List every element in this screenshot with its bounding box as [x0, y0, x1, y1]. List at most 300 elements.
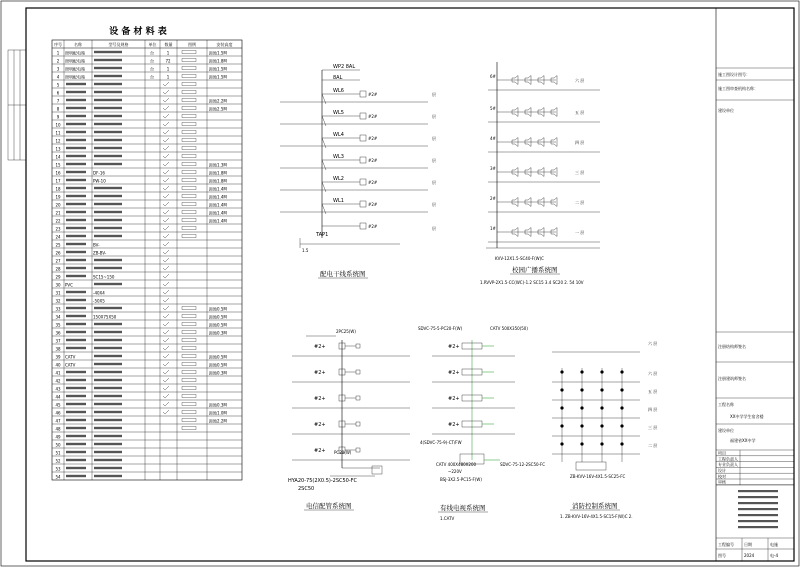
- row-note: 距地1.4M: [209, 186, 227, 192]
- row-number: 29: [55, 274, 61, 280]
- row-number: 16: [55, 170, 61, 176]
- fire-control-panel: [576, 462, 606, 470]
- legend-symbol: [182, 218, 196, 221]
- row-number: 24: [55, 234, 61, 240]
- text-placeholder: [94, 475, 122, 477]
- row-number: 10: [55, 122, 61, 128]
- check-mark: [163, 226, 169, 230]
- text-placeholder: [94, 187, 122, 189]
- tb-bottom-1: 日期: [744, 542, 752, 547]
- tb-row-label: 审核: [718, 479, 726, 485]
- legend-symbol: [182, 178, 196, 181]
- equipment-table: [52, 25, 242, 480]
- floor-label: 六 层: [648, 341, 658, 346]
- floor-label: 层: [432, 226, 436, 231]
- telecom-bottom-cable2: 2SC50: [298, 486, 315, 492]
- legend-symbol: [182, 106, 196, 109]
- text-placeholder: [94, 371, 122, 373]
- row-number: 2: [56, 58, 60, 64]
- check-mark: [163, 258, 169, 262]
- riser-tick: [322, 160, 326, 170]
- legend-symbol: [182, 386, 196, 389]
- legend-symbol: [182, 74, 196, 77]
- telecom-side-label: PC20(W): [334, 450, 352, 455]
- legend-symbol: [182, 410, 196, 413]
- row-number: 9: [56, 114, 60, 120]
- legend-symbol: [182, 122, 196, 125]
- riser-tick: [322, 116, 326, 126]
- inner-frame: [26, 8, 794, 561]
- row-number: 6: [56, 90, 60, 96]
- row-name: 照明配电箱: [65, 66, 85, 72]
- text-placeholder: [66, 179, 86, 181]
- check-mark: [163, 146, 169, 150]
- text-placeholder: [66, 203, 86, 205]
- tb-bottom-val-0: 2024: [744, 553, 755, 558]
- row-note: 距地1.5M: [209, 66, 227, 72]
- legend-symbol: [182, 370, 196, 373]
- check-mark: [163, 162, 169, 166]
- row-qty: 72: [165, 58, 171, 64]
- detector-icon: [560, 424, 563, 427]
- check-mark: [163, 122, 169, 126]
- detector-icon: [600, 406, 603, 409]
- row-qty: 1: [166, 50, 170, 56]
- text-placeholder: [66, 107, 86, 109]
- detector-icon: [620, 388, 623, 391]
- text-placeholder: [66, 395, 86, 397]
- tb-row-label: 校对: [718, 473, 726, 479]
- text-placeholder: [94, 83, 122, 85]
- fire-control-diagram: [552, 340, 657, 479]
- detector-icon: [560, 370, 563, 373]
- catv-diagram: [418, 326, 545, 482]
- text-placeholder: [94, 123, 122, 125]
- text-placeholder: [94, 443, 122, 445]
- row-number: 48: [55, 426, 61, 432]
- floor-label: 六 层: [575, 78, 585, 83]
- row-number: 40: [55, 362, 61, 368]
- tb-note-placeholder: [738, 514, 778, 516]
- floor-label: 三 层: [648, 425, 658, 430]
- text-placeholder: [66, 139, 86, 141]
- row-number: 20: [55, 202, 61, 208]
- row-spec: 150X75X50: [93, 314, 117, 320]
- row-unit: 台: [150, 66, 154, 72]
- table-header-cell: 序号: [54, 42, 62, 47]
- text-placeholder: [94, 411, 122, 413]
- row-name: 照明配电箱: [65, 58, 85, 64]
- tb-field-2: 建设单位: [718, 108, 734, 113]
- table-header-cell: 单位: [148, 42, 157, 47]
- catv-top-label: SDVC-75-5-PC20-F(W): [418, 326, 463, 331]
- check-mark: [163, 378, 169, 382]
- check-mark: [163, 330, 169, 334]
- broadcast-diagram-title: 校园广播系统图: [512, 266, 558, 274]
- text-placeholder: [66, 291, 86, 293]
- broadcast-cable: KVV-12X1.5-SC40-F(W)C: [495, 256, 544, 261]
- box-label: #2+: [314, 344, 326, 350]
- distribution-box: [360, 223, 366, 229]
- text-placeholder: [94, 259, 122, 261]
- check-mark: [163, 114, 169, 118]
- tb-row-label: 设计: [718, 468, 726, 473]
- row-number: 53: [55, 466, 61, 472]
- text-placeholder: [94, 459, 122, 461]
- check-mark: [163, 402, 169, 406]
- check-mark: [163, 210, 169, 214]
- check-mark: [163, 138, 169, 142]
- text-placeholder: [66, 299, 86, 301]
- row-spec: -50X5: [93, 298, 105, 304]
- check-mark: [163, 346, 169, 350]
- row-number: 12: [55, 138, 61, 144]
- box-label: #2+: [314, 422, 326, 428]
- row-name: CATV: [65, 354, 76, 360]
- title-block: [716, 8, 794, 561]
- legend-symbol: [182, 146, 196, 149]
- row-note: 距地1.4M: [209, 202, 227, 208]
- row-note: 距地1.4M: [209, 210, 227, 216]
- text-placeholder: [66, 99, 86, 101]
- detector-icon: [580, 424, 583, 427]
- row-number: 27: [55, 258, 61, 264]
- text-placeholder: [94, 211, 122, 213]
- text-placeholder: [94, 451, 122, 453]
- text-placeholder: [94, 107, 122, 109]
- text-placeholder: [66, 403, 86, 405]
- text-placeholder: [66, 379, 86, 381]
- catv-mid-label: 4(SDVC-75-9)-CT/FW: [420, 440, 462, 445]
- row-note: 距地1.4M: [209, 194, 227, 200]
- legend-symbol: [182, 170, 196, 173]
- power-note: 1.5: [302, 248, 309, 253]
- row-number: 33: [55, 306, 61, 312]
- text-placeholder: [66, 243, 86, 245]
- row-number: 36: [55, 330, 61, 336]
- equipment-table-body: [52, 49, 242, 479]
- row-note: 距地1.5M: [209, 50, 227, 56]
- tb-bottom-0: 工程编号: [718, 542, 734, 547]
- row-number: 35: [55, 322, 61, 328]
- riser-mark: 4#: [490, 136, 496, 141]
- legend-symbol: [182, 426, 196, 429]
- text-placeholder: [66, 251, 86, 253]
- text-placeholder: [94, 227, 122, 229]
- row-number: 4: [56, 74, 60, 80]
- table-header-cell: 名称: [74, 42, 82, 47]
- row-number: 23: [55, 226, 61, 232]
- legend-symbol: [182, 210, 196, 213]
- outlet-icon: [356, 448, 360, 452]
- catv-power-cable: BSJ-3X2.5-PC15-F(W): [440, 477, 482, 482]
- row-number: 44: [55, 394, 61, 400]
- row-number: 25: [55, 242, 61, 248]
- text-placeholder: [94, 395, 122, 397]
- distribution-box: [360, 201, 366, 207]
- detector-icon: [560, 406, 563, 409]
- row-number: 15: [55, 162, 61, 168]
- row-number: 46: [55, 410, 61, 416]
- text-placeholder: [66, 331, 86, 333]
- text-placeholder: [66, 83, 86, 85]
- row-note: 距地1.0M: [209, 410, 227, 416]
- feeder-label: WL6: [333, 88, 344, 94]
- box-label: #2+: [314, 448, 326, 454]
- telecom-cabinet: [372, 466, 382, 474]
- check-mark: [163, 242, 169, 246]
- distribution-box: [360, 113, 366, 119]
- feeder-label: WP2 8AL: [333, 64, 356, 70]
- text-placeholder: [94, 267, 122, 269]
- riser-tick: [322, 94, 326, 104]
- text-placeholder: [66, 323, 86, 325]
- row-note: 距地1.8M: [209, 58, 227, 64]
- text-placeholder: [66, 347, 86, 349]
- row-number: 1: [56, 50, 60, 56]
- feeder-label: WL3: [333, 154, 344, 160]
- tb-unit-label: 建设单位: [718, 428, 734, 433]
- row-number: 38: [55, 346, 61, 352]
- text-placeholder: [94, 115, 122, 117]
- row-number: 13: [55, 146, 61, 152]
- row-note: 距地2.5M: [209, 106, 227, 112]
- check-mark: [163, 322, 169, 326]
- text-placeholder: [66, 467, 86, 469]
- row-note: 距地0.5M: [209, 322, 227, 328]
- tb-row-label: 项目: [718, 450, 726, 456]
- text-placeholder: [66, 115, 86, 117]
- row-number: 42: [55, 378, 61, 384]
- text-placeholder: [94, 467, 122, 469]
- check-mark: [163, 410, 169, 414]
- distribution-box: [360, 157, 366, 163]
- box-label: #2#: [368, 136, 378, 141]
- row-spec: PW-10: [93, 178, 106, 184]
- row-number: 14: [55, 154, 61, 160]
- text-placeholder: [66, 459, 86, 461]
- text-placeholder: [66, 123, 86, 125]
- tb-note-placeholder: [738, 490, 778, 492]
- row-qty: 1: [166, 74, 170, 80]
- title-block-rows: [716, 450, 794, 485]
- row-number: 34: [55, 314, 61, 320]
- text-placeholder: [66, 387, 86, 389]
- text-placeholder: [66, 411, 86, 413]
- row-number: 7: [56, 98, 60, 104]
- row-unit: 台: [150, 50, 154, 56]
- box-label: #2#: [368, 92, 378, 97]
- legend-symbol: [182, 378, 196, 381]
- text-placeholder: [66, 427, 86, 429]
- detector-icon: [580, 406, 583, 409]
- legend-symbol: [182, 402, 196, 405]
- box-label: #2+: [314, 370, 326, 376]
- detector-icon: [560, 388, 563, 391]
- legend-symbol: [182, 82, 196, 85]
- text-placeholder: [94, 355, 122, 357]
- row-name: PVC: [65, 282, 73, 288]
- text-placeholder: [94, 59, 122, 61]
- text-placeholder: [94, 363, 122, 365]
- broadcast-diagram: [486, 62, 600, 261]
- detector-icon: [580, 388, 583, 391]
- row-number: 18: [55, 186, 61, 192]
- legend-symbol: [182, 194, 196, 197]
- row-note: 距地0.3M: [209, 370, 227, 376]
- row-number: 52: [55, 458, 61, 464]
- check-mark: [163, 290, 169, 294]
- legend-symbol: [182, 154, 196, 157]
- detector-icon: [600, 370, 603, 373]
- legend-symbol: [182, 354, 196, 357]
- text-placeholder: [94, 147, 122, 149]
- floor-label: 一 层: [575, 230, 585, 235]
- box-label: #2#: [368, 114, 378, 119]
- row-note: 距地1.5M: [209, 74, 227, 80]
- text-placeholder: [94, 235, 122, 237]
- floor-label: 三 层: [575, 170, 585, 175]
- legend-symbol: [182, 202, 196, 205]
- check-mark: [163, 98, 169, 102]
- floor-label: 层: [432, 180, 436, 185]
- floor-label: 六 层: [648, 371, 658, 376]
- text-placeholder: [66, 371, 86, 373]
- detector-icon: [600, 388, 603, 391]
- detector-icon: [600, 442, 603, 445]
- tb-row-label: 工程负责人: [718, 456, 738, 462]
- tb-field-0: 施工图设计图号：: [718, 72, 750, 77]
- text-placeholder: [94, 67, 122, 69]
- row-number: 45: [55, 402, 61, 408]
- tb-bottom-val-2: 电-4: [770, 553, 778, 558]
- row-number: 19: [55, 194, 61, 200]
- telecom-top-label: 2PC25(W): [336, 329, 356, 334]
- check-mark: [163, 354, 169, 358]
- check-mark: [163, 362, 169, 366]
- outlet-icon: [356, 422, 360, 426]
- tb-field-1: 施工图审查机构名称：: [718, 86, 758, 91]
- text-placeholder: [66, 339, 86, 341]
- text-placeholder: [66, 435, 86, 437]
- text-placeholder: [94, 307, 122, 309]
- fire-cable: ZB-KVV-16V-4X1.5-SC25-FC: [570, 474, 626, 479]
- row-number: 50: [55, 442, 61, 448]
- detector-icon: [580, 370, 583, 373]
- detector-icon: [600, 424, 603, 427]
- text-placeholder: [66, 275, 86, 277]
- row-note: 距地1.3M: [209, 162, 227, 168]
- check-mark: [163, 386, 169, 390]
- row-number: 28: [55, 266, 61, 272]
- text-placeholder: [66, 475, 86, 477]
- text-placeholder: [94, 331, 122, 333]
- text-placeholder: [94, 435, 122, 437]
- text-placeholder: [94, 155, 122, 157]
- catv-bottom-cable: SDVC-75-12-2SC50-FC: [500, 462, 546, 467]
- text-placeholder: [66, 147, 86, 149]
- feeder-label: WL5: [333, 110, 344, 116]
- floor-label: 层: [432, 114, 436, 119]
- check-mark: [163, 274, 169, 278]
- floor-label: 二 层: [648, 443, 658, 448]
- row-note: 距地0.5M: [209, 362, 227, 368]
- text-placeholder: [94, 203, 122, 205]
- row-name: 照明配电箱: [65, 50, 85, 56]
- row-note: 距地0.5M: [209, 354, 227, 360]
- row-spec: DF-16: [93, 170, 105, 176]
- row-number: 47: [55, 418, 61, 424]
- check-mark: [163, 186, 169, 190]
- text-placeholder: [66, 91, 86, 93]
- legend-symbol: [182, 130, 196, 133]
- catv-note: 1.CATV: [440, 516, 455, 521]
- row-number: 54: [55, 474, 61, 480]
- outlet-icon: [356, 370, 360, 374]
- legend-symbol: [182, 314, 196, 317]
- row-note: 距地0.3M: [209, 330, 227, 336]
- text-placeholder: [66, 163, 86, 165]
- text-placeholder: [94, 419, 122, 421]
- check-mark: [163, 266, 169, 270]
- text-placeholder: [66, 155, 86, 157]
- text-placeholder: [66, 451, 86, 453]
- row-number: 17: [55, 178, 61, 184]
- text-placeholder: [66, 211, 86, 213]
- check-mark: [163, 314, 169, 318]
- row-note: 距地1.4M: [209, 218, 227, 224]
- riser-mark: 6#: [490, 74, 496, 79]
- row-note: 距地0.3M: [209, 402, 227, 408]
- check-mark: [163, 170, 169, 174]
- floor-label: 层: [432, 136, 436, 141]
- feeder-label: WL4: [333, 132, 344, 138]
- row-number: 37: [55, 338, 61, 344]
- tb-field-4: 注册建筑师签名: [718, 376, 746, 381]
- legend-symbol: [182, 114, 196, 117]
- riser-tick: [322, 204, 326, 214]
- power-diagram-title: 配电干线系统图: [320, 270, 366, 278]
- row-number: 49: [55, 434, 61, 440]
- floor-label: 五 层: [575, 110, 585, 115]
- text-placeholder: [94, 339, 122, 341]
- legend-symbol: [182, 322, 196, 325]
- check-mark: [163, 194, 169, 198]
- check-mark: [163, 234, 169, 238]
- tb-note-placeholder: [738, 520, 778, 522]
- text-placeholder: [94, 347, 122, 349]
- row-note: 距地2.2M: [209, 98, 227, 104]
- text-placeholder: [66, 315, 86, 317]
- row-number: 39: [55, 354, 61, 360]
- check-mark: [163, 130, 169, 134]
- row-number: 51: [55, 450, 61, 456]
- row-number: 11: [55, 130, 61, 136]
- feeder-label: WL2: [333, 176, 344, 182]
- row-number: 22: [55, 218, 61, 224]
- row-note: 距地0.5M: [209, 306, 227, 312]
- catv-voltage: ~220V: [448, 469, 462, 474]
- text-placeholder: [94, 283, 122, 285]
- row-number: 30: [55, 282, 61, 288]
- detector-icon: [620, 442, 623, 445]
- box-label: #2#: [368, 224, 378, 229]
- check-mark: [163, 394, 169, 398]
- text-placeholder: [66, 267, 86, 269]
- check-mark: [163, 82, 169, 86]
- floor-label: 层: [432, 158, 436, 163]
- tb-note-placeholder: [738, 526, 778, 528]
